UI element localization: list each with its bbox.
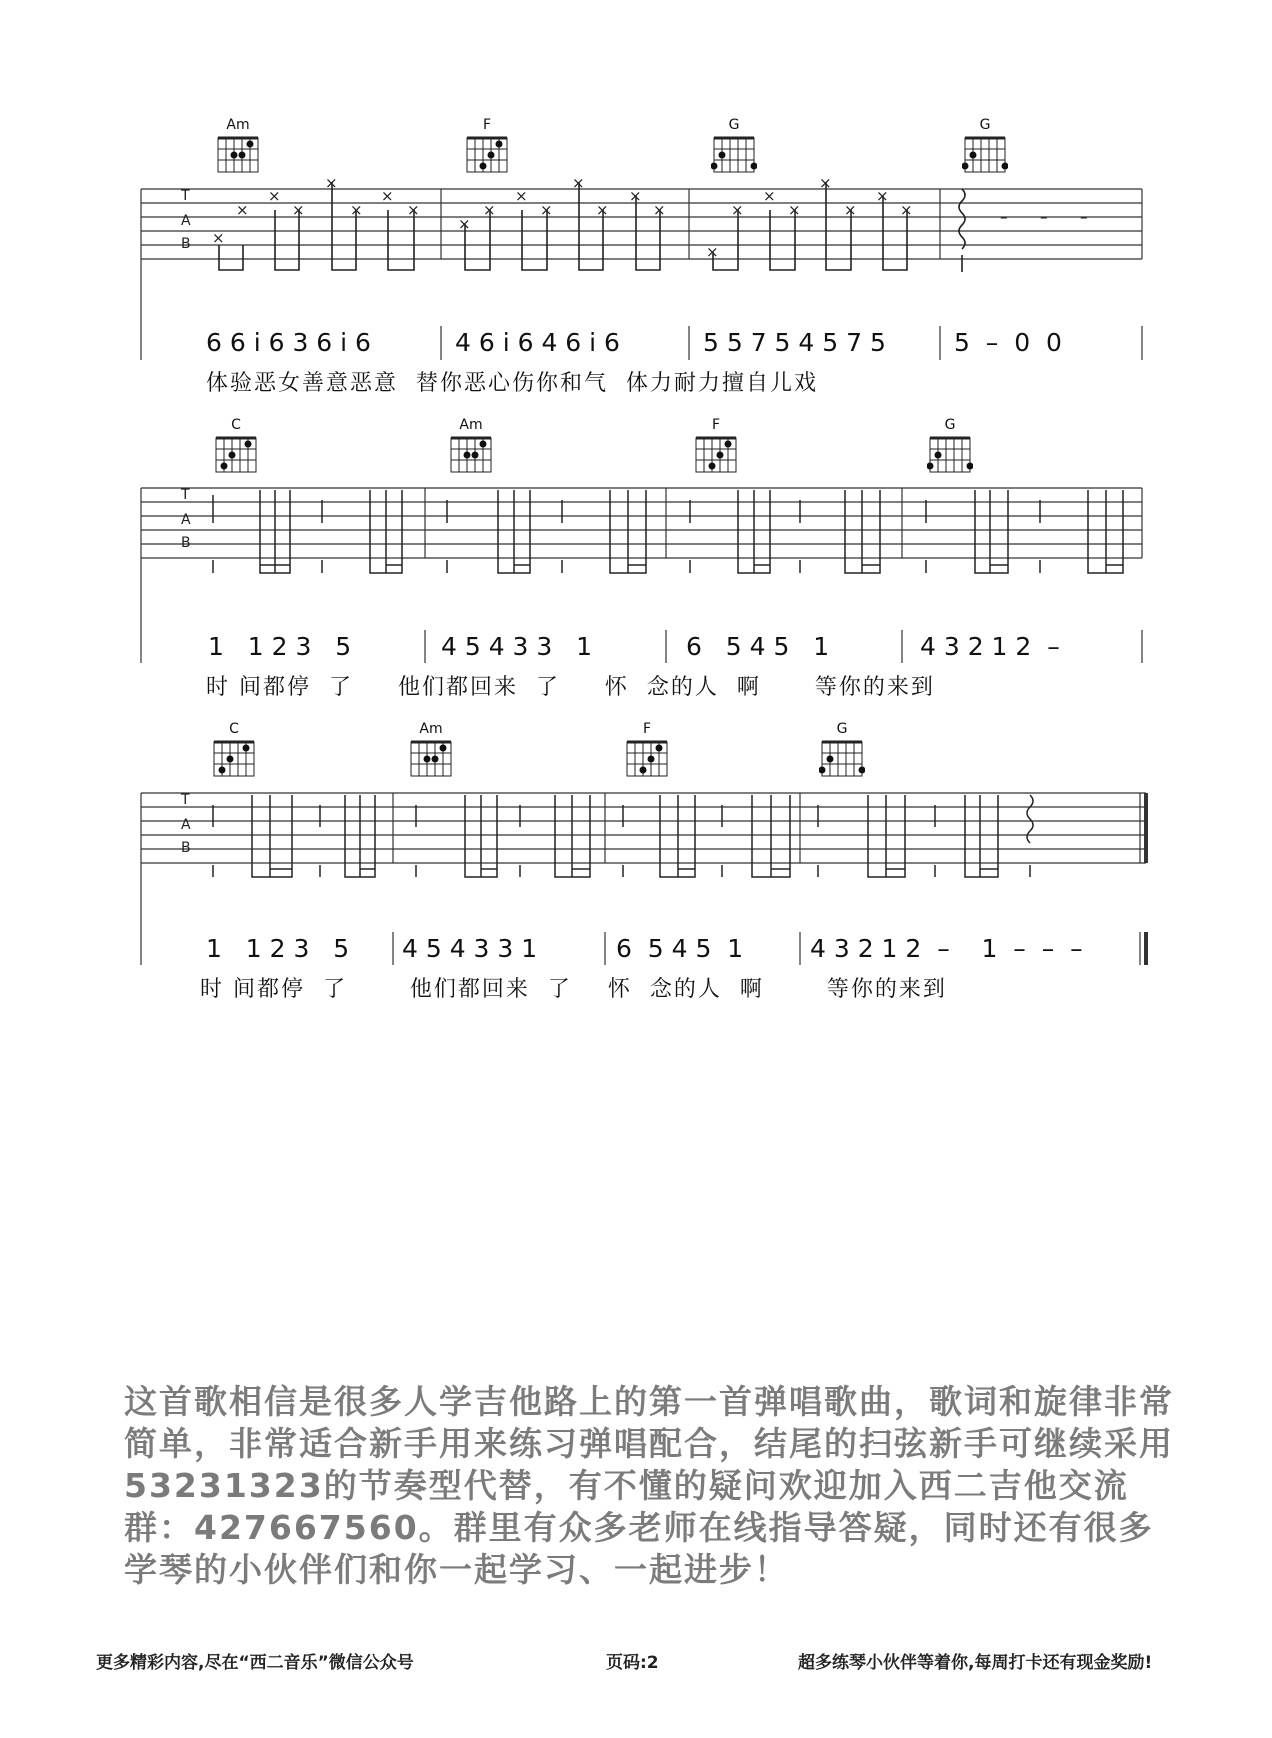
svg-text:×: × (268, 187, 281, 205)
jianpu-measure: 6 6 i 6 3 6 i 6 (206, 328, 371, 357)
page-number: 页码:2 (606, 1653, 659, 1673)
jianpu-measure: 1 1 2 3 5 (206, 934, 350, 963)
svg-text:×: × (483, 201, 496, 219)
chord-name: G (979, 117, 991, 133)
footer-promo-left: 更多精彩内容,尽在“西二音乐”微信公众号 (96, 1653, 414, 1673)
svg-text:×: × (731, 201, 744, 219)
chord-diagram (920, 418, 980, 476)
svg-text:×: × (596, 201, 609, 219)
svg-text:×: × (706, 243, 719, 261)
svg-text:×: × (236, 201, 249, 219)
svg-text:–: – (1000, 208, 1008, 226)
svg-text:×: × (212, 229, 225, 247)
tab-staff-1 (0, 0, 1272, 380)
lyrics-line: 时 间都停 了 他们都回来 了 怀 念的人 啊 等你的来到 (200, 977, 947, 1002)
svg-text:A: A (181, 512, 191, 528)
svg-text:B: B (181, 236, 191, 252)
jianpu-measure: 6 5 4 5 1 (616, 934, 744, 963)
svg-text:×: × (572, 174, 585, 192)
footer-promo-right: 超多练琴小伙伴等着你,每周打卡还有现金奖励! (798, 1653, 1153, 1673)
jianpu-measure: 5 5 7 5 4 5 7 5 (703, 328, 886, 357)
chord-name: F (482, 117, 492, 133)
svg-text:T: T (181, 792, 190, 808)
jianpu-measure: 4 3 2 1 2 – 1 – – – (810, 934, 1083, 963)
svg-text:×: × (876, 187, 889, 205)
chord-diagram (955, 118, 1015, 176)
chord-diagram (206, 418, 266, 476)
chord-diagram (617, 722, 677, 780)
chord-diagram (441, 418, 501, 476)
svg-text:B: B (181, 535, 191, 551)
svg-text:×: × (407, 201, 420, 219)
svg-text:T: T (181, 487, 190, 503)
chord-name: C (229, 721, 239, 737)
svg-text:–: – (1080, 208, 1088, 226)
jianpu-measure: 1 1 2 3 5 (208, 632, 352, 661)
svg-text:×: × (653, 201, 666, 219)
jianpu-measure: 5 – 0 0 (954, 328, 1062, 357)
svg-text:×: × (515, 187, 528, 205)
chord-name: Am (459, 417, 483, 433)
svg-text:×: × (788, 201, 801, 219)
svg-text:×: × (292, 201, 305, 219)
song-description: 这首歌相信是很多人学吉他路上的第一首弹唱歌曲，歌词和旋律非常简单，非常适合新手用来练习弹唱配合，结尾的扫弦新手可继续采用53231323的节奏型代替，有不懂的疑问欢迎加入西二吉他交流群：427667560。群里有众多老师在线指导答疑，同时还有很多学琴的小伙伴们和你一起学习、一起进步！ (124, 1382, 1174, 1589)
svg-text:×: × (900, 201, 913, 219)
svg-text:A: A (181, 213, 191, 229)
chord-diagram (204, 722, 264, 780)
svg-text:T: T (181, 188, 190, 204)
chord-name: F (711, 417, 721, 433)
chord-diagram (457, 118, 517, 176)
chord-diagram (686, 418, 746, 476)
svg-text:×: × (763, 187, 776, 205)
svg-text:×: × (819, 174, 832, 192)
svg-text:B: B (181, 840, 191, 856)
svg-text:A: A (181, 817, 191, 833)
jianpu-measure: 4 5 4 3 3 1 (402, 934, 538, 963)
system-2 (0, 415, 1272, 715)
system-3 (0, 717, 1272, 1017)
chord-name: G (836, 721, 848, 737)
svg-text:×: × (844, 201, 857, 219)
lyrics-line: 体验恶女善意恶意 替你恶心伤你和气 体力耐力擅自儿戏 (206, 371, 818, 396)
chord-diagram (401, 722, 461, 780)
system-1 (0, 0, 1272, 396)
chord-name: C (231, 417, 241, 433)
chord-name: G (944, 417, 956, 433)
svg-text:×: × (540, 201, 553, 219)
jianpu-measure: 4 5 4 3 3 1 (441, 632, 593, 661)
svg-text:–: – (1040, 208, 1048, 226)
svg-text:×: × (629, 187, 642, 205)
svg-text:×: × (325, 174, 338, 192)
chord-name: G (728, 117, 740, 133)
jianpu-measure: 6 5 4 5 1 (686, 632, 830, 661)
chord-diagram (812, 722, 872, 780)
svg-text:×: × (350, 201, 363, 219)
chord-diagram (208, 118, 268, 176)
jianpu-measure: 4 3 2 1 2 – (920, 632, 1060, 661)
jianpu-measure: 4 6 i 6 4 6 i 6 (455, 328, 620, 357)
chord-name: F (642, 721, 652, 737)
svg-text:×: × (381, 187, 394, 205)
svg-text:×: × (458, 215, 471, 233)
chord-diagram (704, 118, 764, 176)
chord-name: Am (419, 721, 443, 737)
lyrics-line: 时 间都停 了 他们都回来 了 怀 念的人 啊 等你的来到 (206, 675, 935, 700)
chord-name: Am (226, 117, 250, 133)
